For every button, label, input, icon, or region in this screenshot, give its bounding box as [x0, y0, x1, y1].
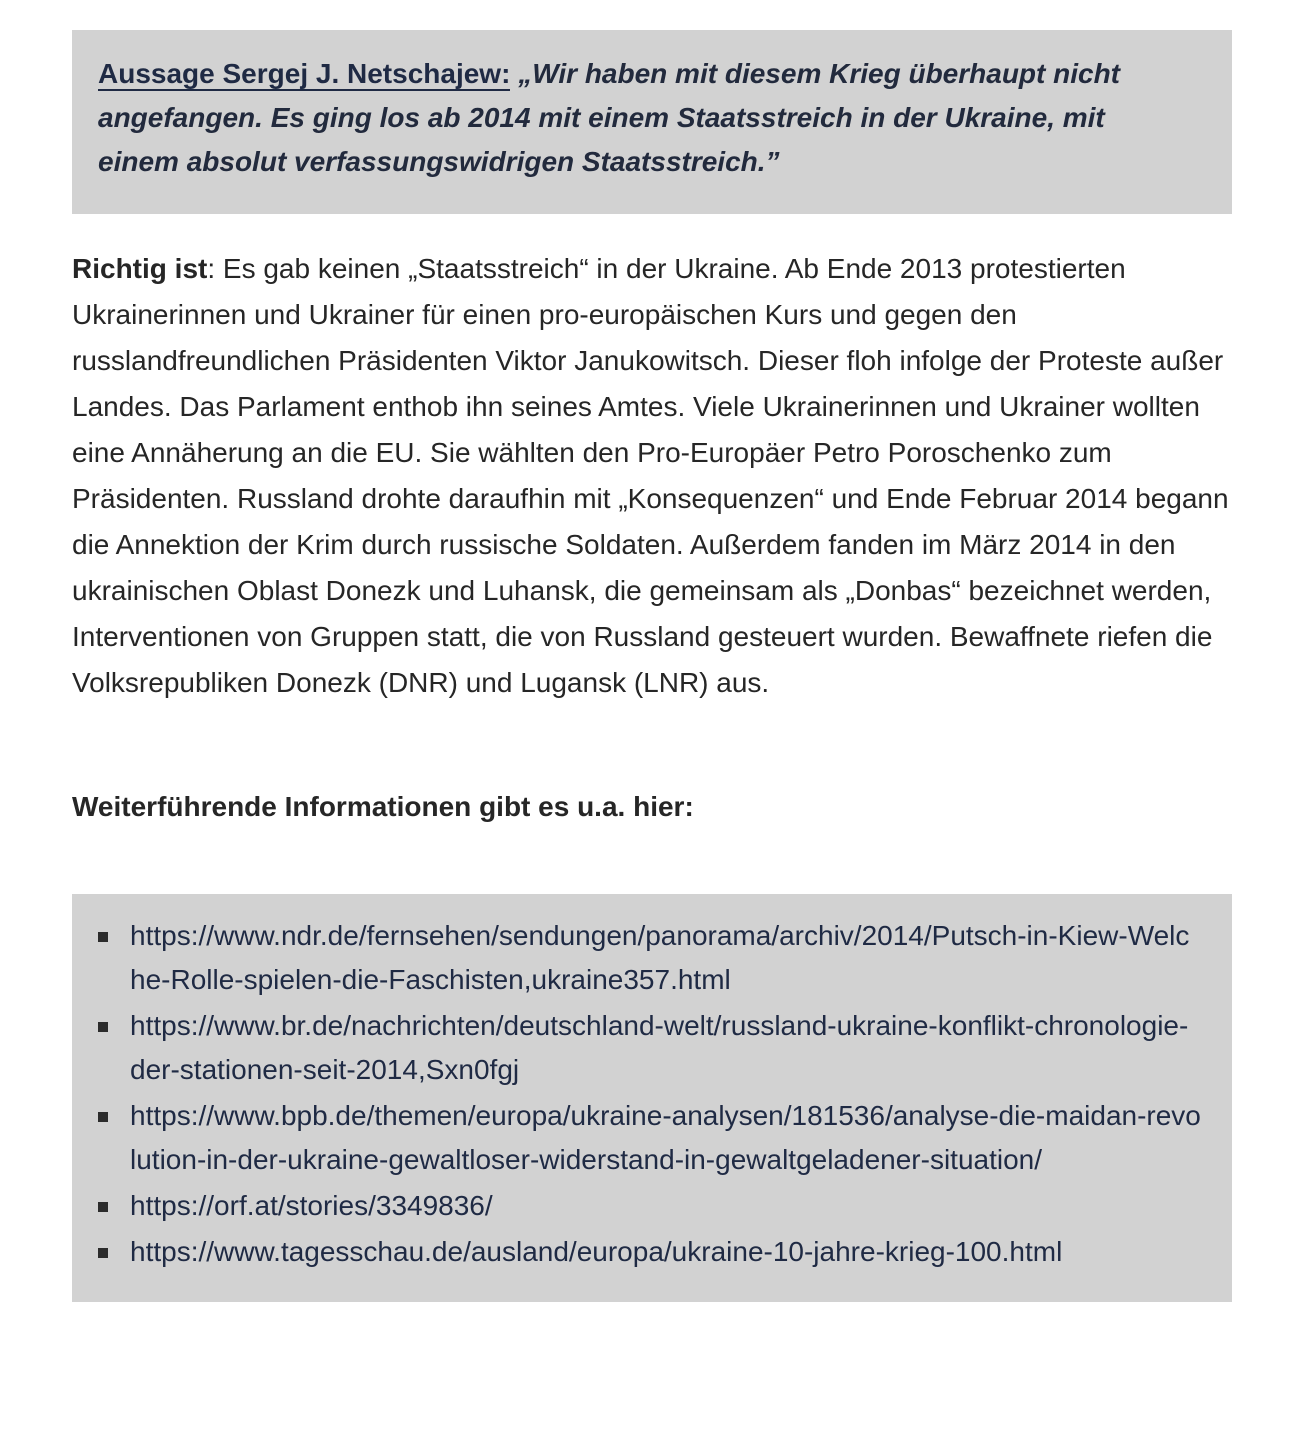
- fact-check-text: : Es gab keinen „Staatsstreich“ in der Ukraine. Ab Ende 2013 protestierten Ukrainerinnen und Ukrainer für einen pro-europäischen Kurs und gegen den russlandfreundlichen Präsidenten Viktor Janukowitsch. Dieser floh infolge der Proteste außer Landes. Das Parlament enthob ihn seines Amtes. Viele Ukrainerinnen und Ukrainer wollten eine Annäherung an die EU. Sie wählten den Pro-Europäer Petro Poroschenko zum Präsidenten. Russland drohte daraufhin mit „Konsequenzen“ und Ende Februar 2014 begann die Annektion der Krim durch russische Soldaten. Außerdem fanden im März 2014 in den ukrainischen Oblast Donezk und Luhansk, die gemeinsam als „Donbas“ bezeichnet werden, Interventionen von Gruppen statt, die von Russland gesteuert wurden. Bewaffnete riefen die Volksrepubliken Donezk (DNR) und Lugansk (LNR) aus.: [72, 253, 1229, 698]
- link-tagesschau[interactable]: https://www.tagesschau.de/ausland/europa/ukraine-10-jahre-krieg-100.html: [130, 1236, 1063, 1267]
- claim-quote: „Wir haben mit diesem Krieg überhaupt nicht angefangen. Es ging los ab 2014 mit einem Staatsstreich in der Ukraine, mit einem absolut verfassungswidrigen Staatsstreich.”: [98, 58, 1121, 177]
- link-list-item: [96, 1184, 1202, 1228]
- link-list-item: [96, 1230, 1202, 1274]
- links-box: [72, 894, 1232, 1302]
- fact-check-label: Richtig ist: [72, 253, 208, 284]
- bullet-icon: [98, 1022, 108, 1032]
- link-list-item: [96, 914, 1202, 1002]
- link-list: [96, 914, 1202, 1274]
- link-orf[interactable]: https://orf.at/stories/3349836/: [130, 1190, 493, 1221]
- link-br[interactable]: https://www.br.de/nachrichten/deutschland-welt/russland-ukraine-konflikt-chronologie-der-stationen-seit-2014,Sxn0fgj: [130, 1010, 1189, 1085]
- link-bpb[interactable]: https://www.bpb.de/themen/europa/ukraine-analysen/181536/analyse-die-maidan-revolution-in-der-ukraine-gewaltloser-widerstand-in-gewaltgeladener-situation/: [130, 1100, 1201, 1175]
- bullet-icon: [98, 1202, 108, 1212]
- fact-check-paragraph: [72, 246, 1242, 706]
- claim-box: [72, 30, 1232, 214]
- bullet-icon: [98, 932, 108, 942]
- more-info-heading: Weiterführende Informationen gibt es u.a. hier:: [72, 791, 694, 822]
- link-list-item: [96, 1004, 1202, 1092]
- claim-paragraph: [98, 52, 1192, 184]
- bullet-icon: [98, 1248, 108, 1258]
- claim-speaker: Aussage Sergej J. Netschajew:: [98, 58, 511, 89]
- bullet-icon: [98, 1112, 108, 1122]
- link-list-item: [96, 1094, 1202, 1182]
- link-ndr[interactable]: https://www.ndr.de/fernsehen/sendungen/panorama/archiv/2014/Putsch-in-Kiew-Welche-Rolle-spielen-die-Faschisten,ukraine357.html: [130, 920, 1190, 995]
